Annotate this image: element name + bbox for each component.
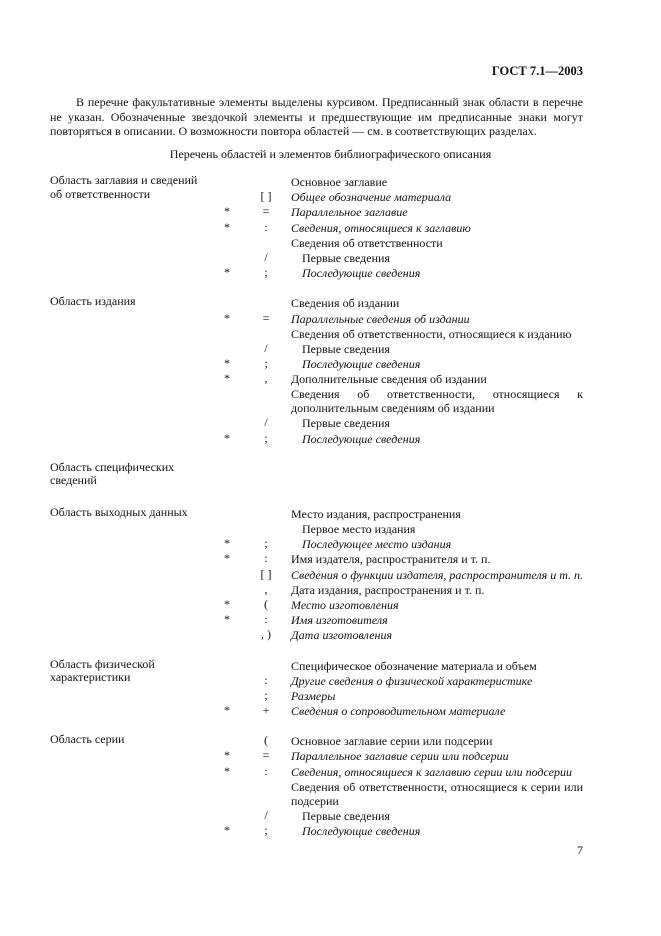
element-text: Последующие сведения [302,431,421,446]
table-title: Перечень областей и элементов библиографического описания [169,147,492,161]
area-name: Область серии [50,732,125,747]
element-text: Имя издателя, распространителя и т. п. [291,552,491,567]
prescribed-sign: ; [264,687,268,702]
intro-paragraph: В перечне факультативные элементы выделены курсивом. Предписанный знак области в перечне не указан. Обозначенные звездочкой элементы и предшествующие им предписанные знаки могут повторяться в описании. О возможности повтора областей — см. в соответствующих разделах. [50,95,583,138]
element-row [0,265,661,280]
element-row [0,688,661,703]
element-row [0,582,661,597]
prescribed-sign: : [264,219,268,234]
prescribed-sign: = [262,748,270,763]
element-row [0,371,661,386]
element-text: Дата изготовления [291,628,393,643]
element-text [291,461,583,462]
element-row [0,627,661,642]
element-text: Параллельное заглавие [291,205,408,220]
prescribed-sign: ( [264,596,268,611]
repeat-marker: * [224,703,230,718]
element-text: Последующие сведения [302,824,421,838]
element-text: Последующие сведения [302,266,421,281]
element-text: Последующее место издания [302,537,452,552]
prescribed-sign: ; [264,823,268,837]
prescribed-sign: / [264,340,268,355]
element-text: Сведения об ответственности, относящиеся к дополнительным сведениям об издании [291,387,583,416]
sections-list [0,174,661,853]
prescribed-sign: = [262,204,270,219]
element-text: Место издания, распространения [291,506,461,521]
area-name: Область заглавия и сведений об ответственности [50,173,198,201]
area-name: Область выходных данных [50,504,188,519]
repeat-marker: * [224,219,230,234]
element-row [0,764,661,779]
element-text: Другие сведения о физической характеристике [291,673,533,688]
repeat-marker: * [224,204,230,219]
element-row [0,341,661,356]
element-text: Место изготовления [291,597,399,612]
repeat-marker: * [224,536,230,551]
prescribed-sign: ; [264,430,268,445]
element-text: Первое место издания [302,522,416,536]
element-row [0,506,661,521]
repeat-marker: * [224,596,230,611]
area-name: Область специфических сведений [50,459,175,488]
area-name: Область физической характеристики [50,656,155,684]
element-text: Специфическое обозначение материала и объем [291,658,537,673]
section [0,174,661,280]
element-row [0,189,661,204]
element-text: Последующие сведения [302,357,421,372]
prescribed-sign: [ ] [260,189,272,204]
element-text: Первые сведения [302,250,390,265]
element-row [0,326,661,341]
repeat-marker: * [224,371,230,386]
repeat-marker: * [224,265,230,280]
prescribed-sign: / [264,249,268,264]
section [0,295,661,446]
element-text: Первые сведения [302,416,390,431]
element-row [0,174,661,189]
area-name: Область издания [50,294,136,309]
page-number: 7 [577,843,583,857]
element-row [0,703,661,718]
element-row [0,250,661,265]
element-row [0,658,661,673]
element-text: Параллельное заглавие серии или подсерии [291,749,509,764]
element-row [0,551,661,566]
prescribed-sign: [ ] [260,566,272,581]
element-row [0,748,661,763]
element-text: Сведения об ответственности [291,235,443,250]
element-text: Сведения об ответственности, относящиеся к изданию [291,326,572,341]
prescribed-sign: , ) [261,627,271,642]
section [0,733,661,838]
element-row [0,823,661,838]
element-text: Сведения, относящиеся к заглавию [291,220,471,235]
prescribed-sign: : [264,763,268,778]
element-row [0,204,661,219]
repeat-marker: * [224,310,230,325]
repeat-marker: * [224,612,230,627]
element-row [0,597,661,612]
element-text: Общее обозначение материала [291,190,452,205]
prescribed-sign: = [262,310,270,325]
element-text: Дополнительные сведения об издании [291,372,487,387]
prescribed-sign: ( [264,733,268,748]
repeat-marker: * [224,763,230,778]
element-row [0,673,661,688]
prescribed-sign: ; [264,265,268,280]
element-text: Сведения об издании [291,296,400,311]
element-row [0,295,661,310]
page-header: ГОСТ 7.1—2003 [491,64,583,78]
prescribed-sign: : [264,612,268,627]
prescribed-sign: / [264,415,268,430]
prescribed-sign: + [262,703,270,718]
repeat-marker: * [224,356,230,371]
element-text: Основное заглавие серии или подсерии [291,734,493,749]
element-text: Параллельные сведения об издании [291,311,470,326]
element-row [0,612,661,627]
element-text: Дата издания, распространения и т. п. [291,582,485,597]
prescribed-sign: , [264,581,268,596]
repeat-marker: * [224,551,230,566]
element-text: Первые сведения [302,341,390,356]
prescribed-sign: / [264,807,268,822]
prescribed-sign: ; [264,356,268,371]
element-text: Сведения о сопроводительном материале [291,704,506,719]
element-text: Первые сведения [302,808,390,823]
element-row [0,808,661,823]
element-text: Размеры [291,688,336,703]
element-text: Имя изготовителя [291,613,388,628]
element-text: Сведения об ответственности, относящиеся к серии или подсерии [291,779,583,808]
element-row [0,733,661,748]
repeat-marker: * [224,823,230,837]
section [0,461,661,491]
element-row [0,461,661,476]
element-row [0,220,661,235]
element-row [0,567,661,582]
repeat-marker: * [224,748,230,763]
element-text: Сведения о функции издателя, распространителя и т. п. [291,567,584,582]
prescribed-sign: ; [264,536,268,551]
prescribed-sign: , [264,371,268,386]
prescribed-sign: : [264,672,268,687]
section [0,658,661,719]
element-row [0,779,661,808]
repeat-marker: * [224,430,230,445]
element-text: Сведения, относящиеся к заглавию серии или подсерии [291,764,572,779]
element-row [0,521,661,536]
element-row [0,356,661,371]
element-row [0,415,661,430]
element-row [0,235,661,250]
section [0,506,661,643]
element-text: Основное заглавие [291,175,388,189]
prescribed-sign: : [264,551,268,566]
element-row [0,311,661,326]
element-row [0,536,661,551]
element-row [0,431,661,446]
element-row [0,386,661,415]
